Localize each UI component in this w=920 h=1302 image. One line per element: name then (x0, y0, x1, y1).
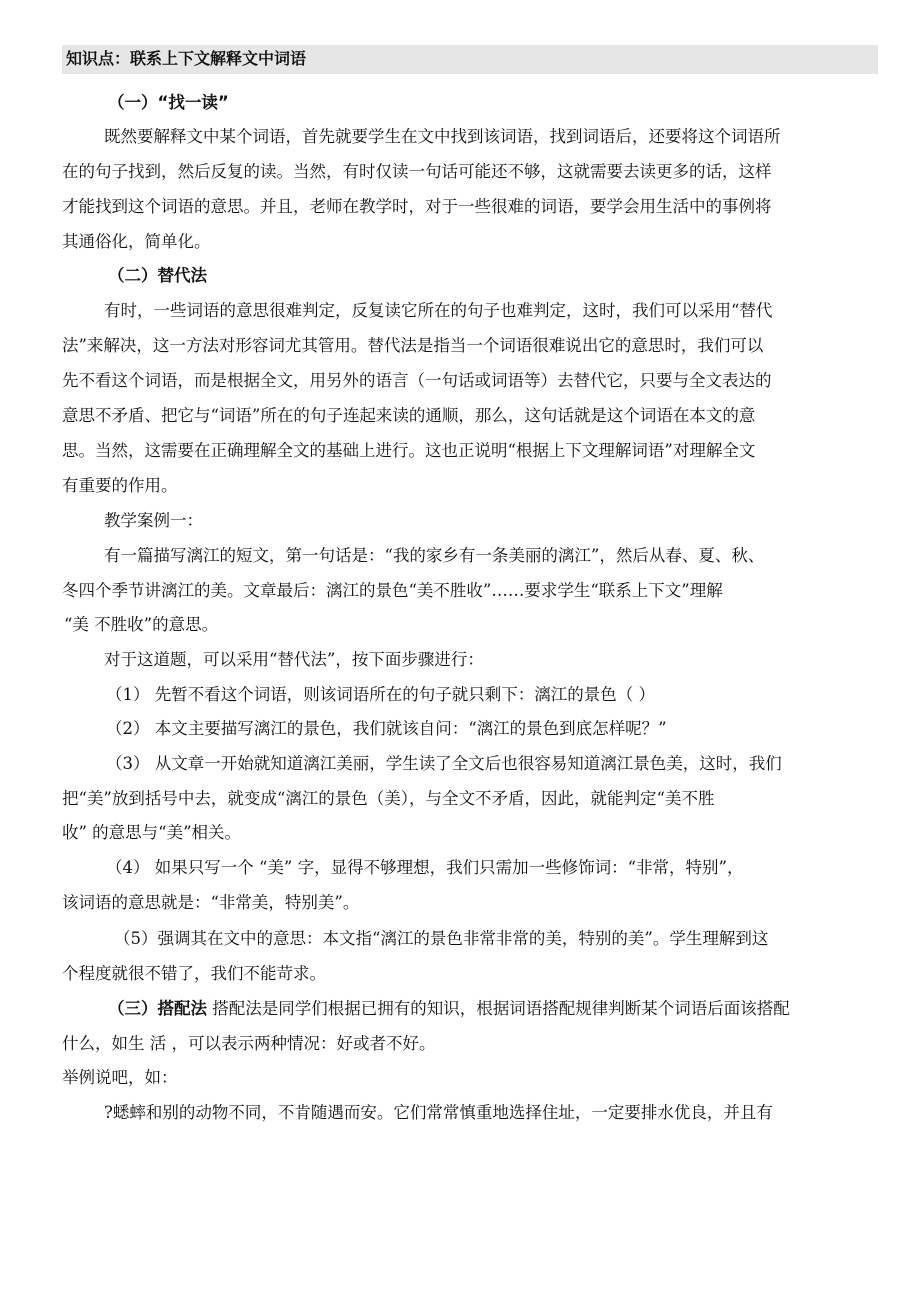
paragraph-line: 在的句子找到，然后反复的读。当然，有时仅读一句话可能还不够，这就需要去读更多的话，这样 (62, 162, 772, 181)
step-line: （5）强调其在文中的意思：本文指“漓江的景色非常非常的美，特别的美”。学生理解到这 (114, 929, 769, 948)
steps-intro: 对于这道题，可以采用“替代法”，按下面步骤进行： (104, 650, 484, 669)
case-line: 有一篇描写漓江的短文，第一句话是：“我的家乡有一条美丽的漓江”，然后从春、夏、秋、 (104, 546, 765, 565)
section3-first-line (108, 998, 790, 1020)
paragraph-line: 什么，如生 活 ，可以表示两种情况：好或者不好。 (62, 1034, 436, 1053)
step-line: 收” 的意思与“美”相关。 (62, 823, 242, 842)
page-title: 知识点：联系上下文解释文中词语 (66, 49, 307, 68)
case-line: 冬四个季节讲漓江的美。文章最后：漓江的景色“美不胜收”……要求学生“联系上下文”理解 (62, 581, 723, 600)
section1-heading: （一）“找一读” (108, 93, 229, 112)
case-line: “美 不胜收”的意思。 (64, 615, 219, 634)
step-line: 把“美”放到括号中去，就变成“漓江的景色（美），与全文不矛盾，因此，就能判定“美不胜 (62, 789, 715, 808)
paragraph-line: 意思不矛盾、把它与“词语”所在的句子连起来读的通顺，那么，这句话就是这个词语在本文的意 (62, 406, 756, 425)
paragraph-line: 才能找到这个词语的意思。并且，老师在教学时，对于一些很难的词语，要学会用生活中的事例将 (62, 197, 772, 216)
step-line: （4） 如果只写一个 “美” 字，显得不够理想，我们只需加一些修饰词：“非常，特别”， (106, 858, 744, 877)
step-line: 该词语的意思就是：“非常美，特别美”。 (62, 893, 360, 912)
paragraph-line: ?蟋蟀和别的动物不同，不肯随遇而安。它们常常慎重地选择住址，一定要排水优良，并且有 (104, 1103, 773, 1122)
paragraph-line: 有重要的作用。 (62, 476, 178, 495)
section2-heading: （二）替代法 (108, 266, 207, 285)
section3-first-line-text: 搭配法是同学们根据已拥有的知识，根据词语搭配规律判断某个词语后面该搭配 (207, 999, 790, 1018)
step-line: 个程度就很不错了，我们不能苛求。 (62, 964, 326, 983)
paragraph-line: 有时，一些词语的意思很难判定，反复读它所在的句子也难判定，这时，我们可以采用“替代 (104, 301, 773, 320)
paragraph-line: 举例说吧，如： (62, 1068, 178, 1087)
case-title: 教学案例一： (104, 511, 203, 530)
step-line: （2） 本文主要描写漓江的景色，我们就该自问：“漓江的景色到底怎样呢？” (106, 719, 667, 738)
step-line: （1） 先暂不看这个词语，则该词语所在的句子就只剩下：漓江的景色（ ） (106, 685, 655, 704)
paragraph-line: 思。当然，这需要在正确理解全文的基础上进行。这也正说明“根据上下文理解词语”对理解全文 (62, 441, 756, 460)
paragraph-line: 法”来解决，这一方法对形容词尤其管用。替代法是指当一个词语很难说出它的意思时，我们可以 (62, 336, 764, 355)
step-line: （3） 从文章一开始就知道漓江美丽，学生读了全文后也很容易知道漓江景色美，这时，我们 (106, 754, 782, 773)
paragraph-line: 既然要解释文中某个词语，首先就要学生在文中找到该词语，找到词语后，还要将这个词语所 (104, 127, 781, 146)
title-bar (62, 45, 878, 74)
section3-heading: （三）搭配法 (108, 999, 207, 1018)
paragraph-line: 先不看这个词语，而是根据全文，用另外的语言（一句话或词语等）去替代它，只要与全文表达的 (62, 371, 772, 390)
paragraph-line: 其通俗化，简单化。 (62, 232, 211, 251)
